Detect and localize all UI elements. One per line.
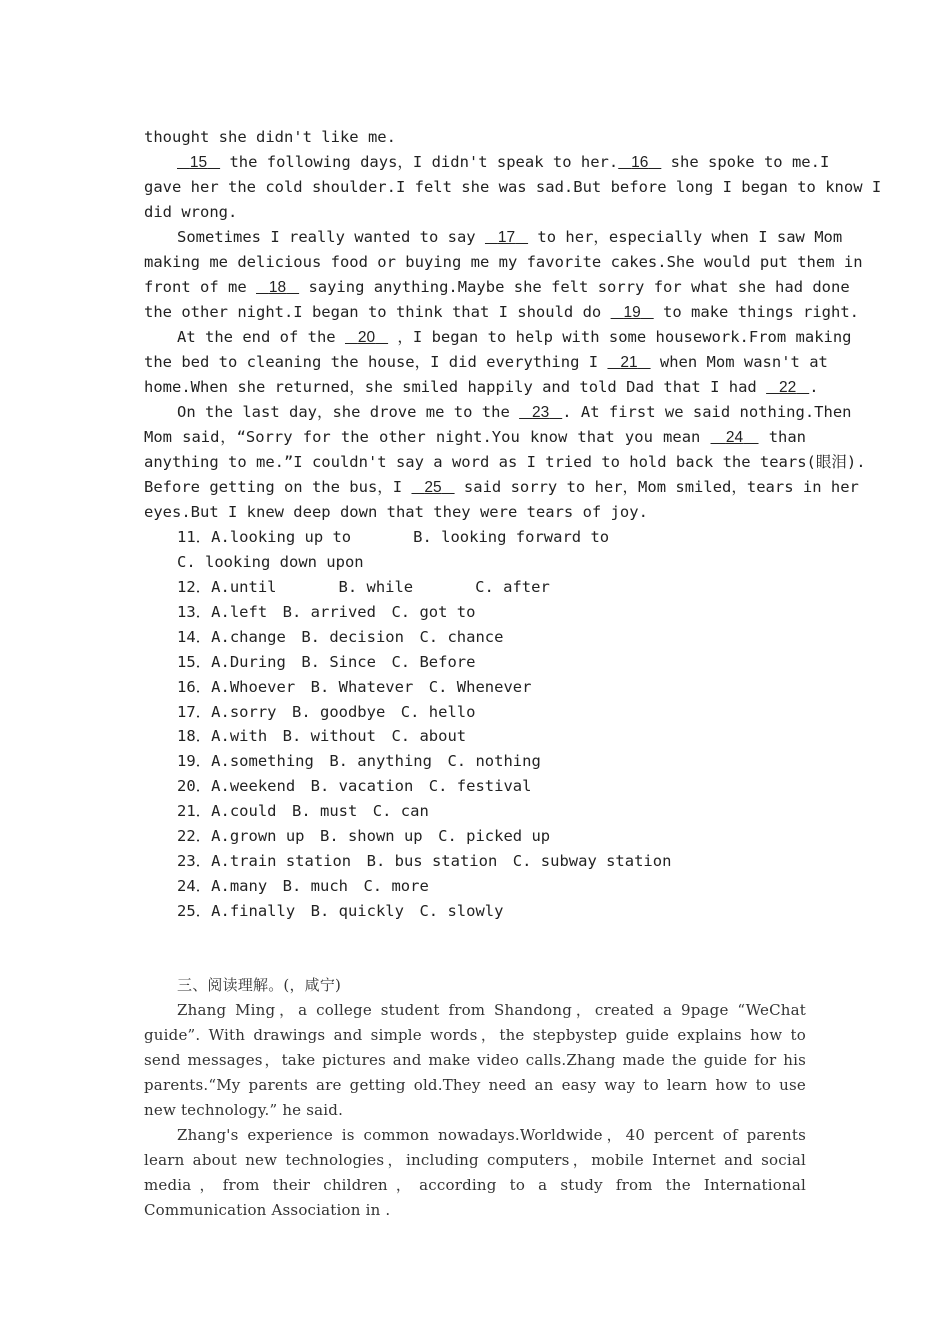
option-line: 24．A.many B. much C. more [177,877,429,895]
reading-line: Zhang Ming，a college student from Shandong，created a 9page “WeChat [177,1001,806,1019]
passage-line: Mom said，“Sorry for the other night.You know that you mean 24 than [144,428,807,446]
reading-line: new technology.” he said. [144,1101,344,1119]
passage-line: Sometimes I really wanted to say 17 to her，especially when I saw Mom [177,228,843,246]
reading-line: Communication Association in . [144,1201,391,1219]
option-line: 12．A.until B. while C. after [177,578,550,596]
option-line: 20．A.weekend B. vacation C. festival [177,777,532,795]
passage-line: front of me 18 saying anything.Maybe she felt sorry for what she had done [144,278,850,296]
blank-23: 23 [532,404,550,421]
passage-line: eyes.But I knew deep down that they were tears of joy. [144,503,648,521]
reading-line: guide”. With drawings and simple words，the stepbystep guide explains how to [144,1026,806,1044]
passage-line: gave her the cold shoulder.I felt she was sad.But before long I began to know I [144,178,882,196]
option-line: 11．A.looking up to B. looking forward to [177,528,610,546]
passage-line: 15 the following days，I didn't speak to her. 16 she spoke to me.I [177,150,806,175]
blank-19: 19 [623,304,641,321]
option-line: 19．A.something B. anything C. nothing [177,752,541,770]
reading-line: parents.“My parents are getting old.They need an easy way to learn how to use [144,1076,806,1094]
reading-line: learn about new technologies，including computers，mobile Internet and social [144,1151,806,1169]
blank-24: 24 [725,429,744,446]
option-line: 16．A.Whoever B. Whatever C. Whenever [177,678,532,696]
section-heading: 三、阅读理解。(，咸宁) [177,976,342,994]
reading-line: send messages，take pictures and make video calls.Zhang made the guide for his [144,1051,806,1069]
option-line: 22．A.grown up B. shown up C. picked up [177,827,551,845]
blank-16: 16 [631,154,649,171]
blank-17: 17 [497,229,516,246]
blank-18: 18 [268,279,287,296]
option-line: 14．A.change B. decision C. chance [177,628,504,646]
reading-line: media，from their children，according to a study from the International [144,1176,806,1194]
option-line: 25．A.finally B. quickly C. slowly [177,902,504,920]
option-line: C. looking down upon [177,553,364,571]
option-line: 15．A.During B. Since C. Before [177,653,476,671]
passage-line: home.When she returned，she smiled happily and told Dad that I had 22 . [144,378,819,396]
passage-line: At the end of the 20 ，I began to help with some housework.From making [177,328,852,346]
passage-line: did wrong. [144,203,238,221]
passage-line: thought she didn't like me. [144,128,396,146]
passage-line: Before getting on the bus，I 25 said sorry to her，Mom smiled，tears in her [144,478,859,496]
reading-line: Zhang's experience is common nowadays.Worldwide，40 percent of parents [177,1126,806,1144]
blank-21: 21 [620,354,638,371]
option-line: 17．A.sorry B. goodbye C. hello [177,703,476,721]
blank-15: 15 [189,154,208,171]
passage-line: anything to me.”I couldn't say a word as I tried to hold back the tears(眼泪). [144,453,866,471]
blank-20: 20 [357,329,376,346]
option-line: 18．A.with B. without C. about [177,727,467,745]
passage-line: On the last day，she drove me to the 23 . At first we said nothing.Then [177,403,852,421]
blank-25: 25 [424,479,442,496]
passage-line: the bed to cleaning the house，I did everything I 21 when Mom wasn't at [144,353,828,371]
passage-line: making me delicious food or buying me my favorite cakes.She would put them in [144,253,863,271]
option-line: 13．A.left B. arrived C. got to [177,603,476,621]
blank-22: 22 [779,379,797,396]
passage-line: the other night.I began to think that I should do 19 to make things right. [144,303,860,321]
option-line: 23．A.train station B. bus station C. subway station [177,852,672,870]
option-line: 21．A.could B. must C. can [177,802,429,820]
